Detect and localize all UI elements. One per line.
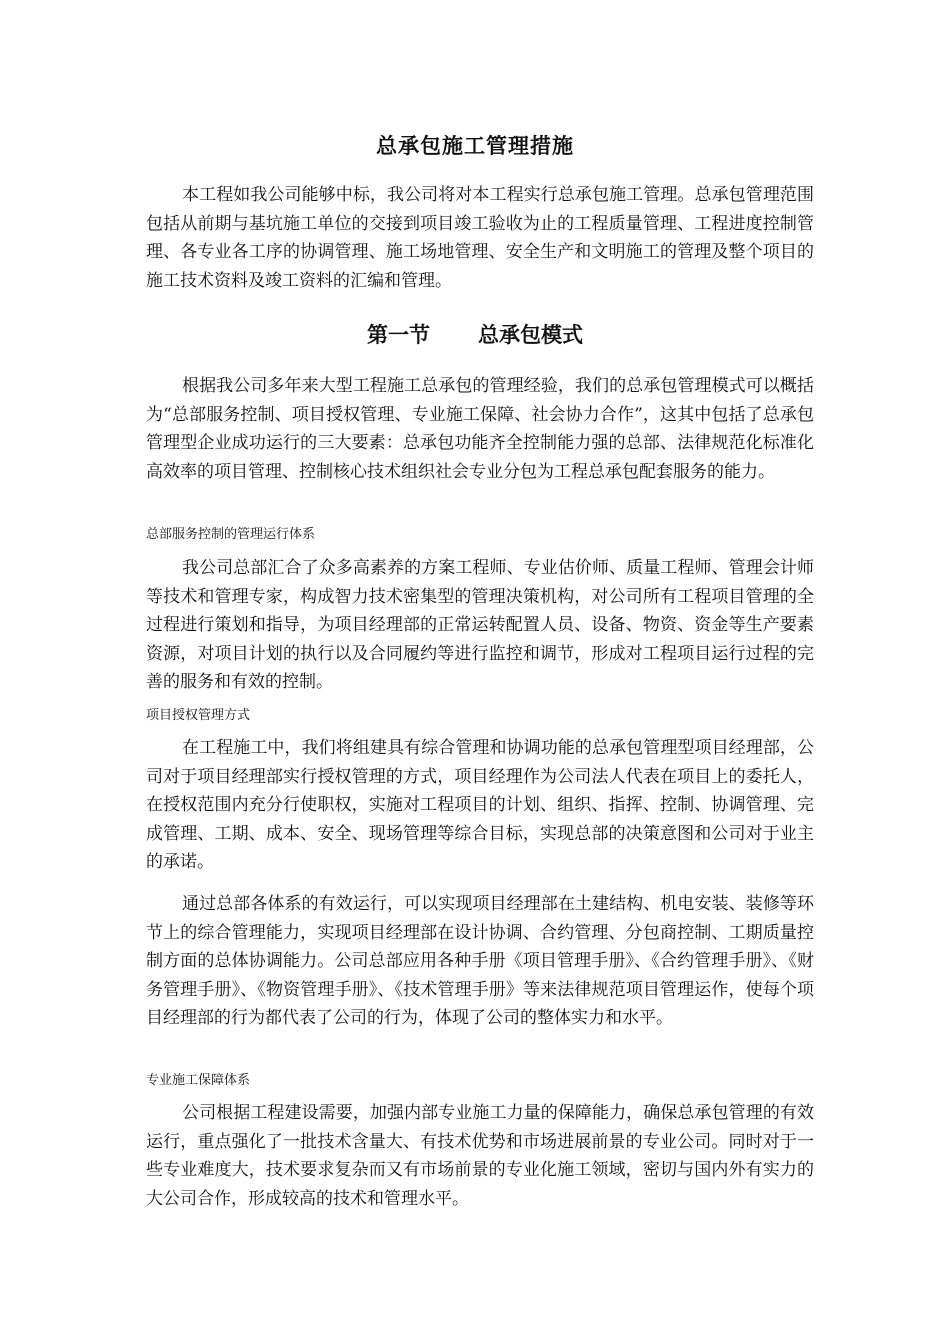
headquarters-paragraph: 我公司总部汇合了众多高素养的方案工程师、专业估价师、质量工程师、管理会计师等技术和管理专家，构成智力技术密集型的管理决策机构，对公司所有工程项目管理的全过程进行策划和指导，为项目经理部的正常运转配置人员、设备、物资、资金等生产要素资源，对项目计划的执行以及合同履约等进行监控和调节，形成对工程项目运行过程的完善的服务和有效的控制。: [146, 558, 814, 692]
authorization-paragraph-2: 通过总部各体系的有效运行，可以实现项目经理部在土建结构、机电安装、装修等环节上的综合管理能力，实现项目经理部在设计协调、合约管理、分包商控制、工期质量控制方面的总体协调能力。公司总部应用各种手册《项目管理手册》、《合约管理手册》、《财务管理手册》、《物资管理手册》、《技术管理手册》等来法律规范项目管理运作，使每个项目经理部的行为都代表了公司的行为，体现了公司的整体实力和水平。: [146, 894, 814, 1028]
section-paragraph: 根据我公司多年来大型工程施工总承包的管理经验，我们的总承包管理模式可以概括为“总部服务控制、项目授权管理、专业施工保障、社会协力合作”，这其中包括了总承包管理型企业成功运行的三大要素：总承包功能齐全控制能力强的总部、法律规范化标准化高效率的项目管理、控制核心技术组织社会专业分包为工程总承包配套服务的能力。: [146, 376, 814, 482]
section-number: 第一节: [367, 323, 430, 347]
section-heading: [0, 319, 950, 351]
subsection-heading-professional: 专业施工保障体系: [146, 1073, 251, 1088]
document-title: 总承包施工管理措施: [376, 134, 574, 158]
intro-paragraph: 本工程如我公司能够中标，我公司将对本工程实行总承包施工管理。总承包管理范围包括从前期与基坑施工单位的交接到项目竣工验收为止的工程质量管理、工程进度控制管理、各专业各工序的协调管理、施工场地管理、安全生产和文明施工的管理及整个项目的施工技术资料及竣工资料的汇编和管理。: [146, 185, 814, 291]
section-title: 总承包模式: [478, 323, 583, 347]
authorization-paragraph: 在工程施工中，我们将组建具有综合管理和协调功能的总承包管理型项目经理部，公司对于项目经理部实行授权管理的方式，项目经理作为公司法人代表在项目上的委托人，在授权范围内充分行使职权，实施对工程项目的计划、组织、指挥、控制、协调管理、完成管理、工期、成本、安全、现场管理等综合目标，实现总部的决策意图和公司对于业主的承诺。: [146, 738, 814, 872]
subsection-heading-authorization: 项目授权管理方式: [146, 708, 251, 723]
professional-paragraph: 公司根据工程建设需要，加强内部专业施工力量的保障能力，确保总承包管理的有效运行，重点强化了一批技术含量大、有技术优势和市场进展前景的专业公司。同时对于一些专业难度大，技术要求复杂而又有市场前景的专业化施工领域，密切与国内外有实力的大公司合作，形成较高的技术和管理水平。: [146, 1103, 814, 1209]
subsection-heading-headquarters: 总部服务控制的管理运行体系: [146, 527, 316, 542]
